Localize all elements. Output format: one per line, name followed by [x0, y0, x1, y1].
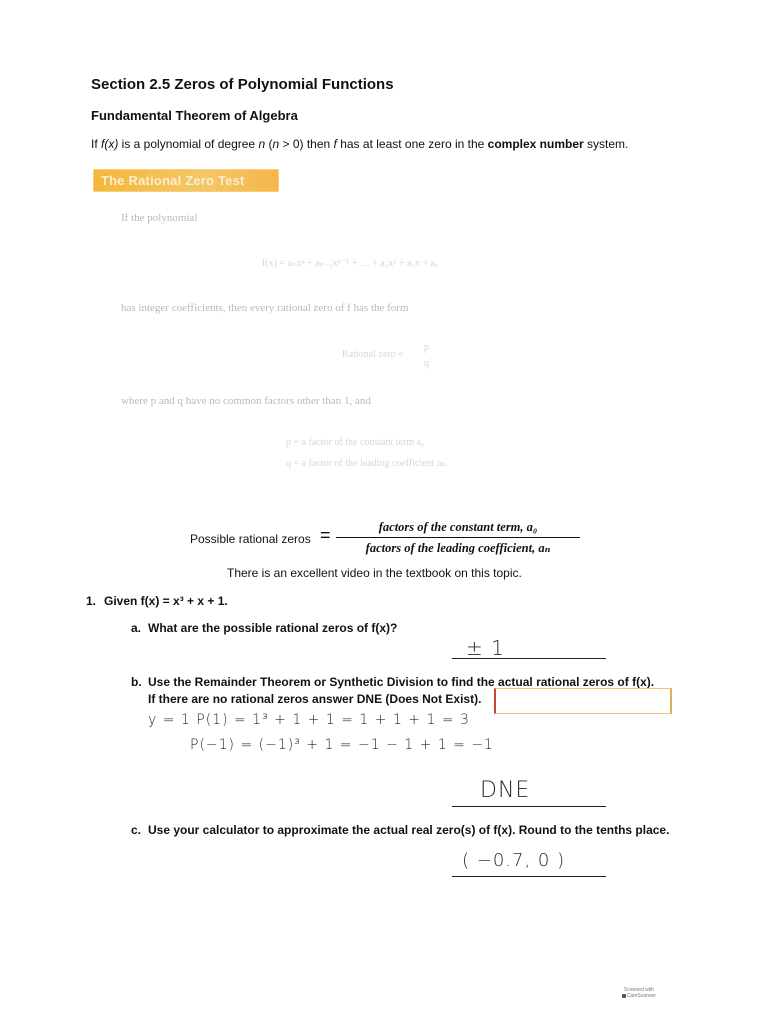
part-c-answer-line	[452, 876, 606, 877]
problem-given: Given f(x) = x³ + x + 1.	[104, 594, 228, 608]
part-c-label: c.	[131, 823, 142, 837]
dne-answer-box[interactable]	[494, 688, 672, 714]
faded-p: p	[424, 342, 429, 353]
scanner-watermark-logo	[622, 993, 656, 999]
part-b-work-line-1: y = 1 P(1) = 1³ + 1 + 1 = 1 + 1 + 1 = 3	[148, 712, 470, 728]
part-a-question: What are the possible rational zeros of f(x)?	[148, 621, 398, 635]
faded-line-2: has integer coefficients, then every rational zero of f has the form	[121, 302, 409, 314]
part-b-handwritten-answer: DNE	[480, 778, 531, 803]
faded-line-1: If the polynomial	[121, 212, 198, 224]
part-b-question-line-1: Use the Remainder Theorem or Synthetic Division to find the actual rational zeros of f(x).	[148, 675, 655, 689]
equals-sign: =	[320, 525, 331, 545]
scanner-logo-icon	[622, 994, 626, 998]
part-a-label: a.	[131, 621, 142, 635]
video-note: There is an excellent video in the textbook on this topic.	[227, 566, 522, 580]
part-b-question-line-2: If there are no rational zeros answer DNE (Does Not Exist).	[148, 692, 482, 706]
formula-numerator: factors of the constant term, a₀	[378, 520, 538, 534]
formula-label: Possible rational zeros	[190, 532, 311, 546]
faded-polynomial: f(x) = aₙxⁿ + aₙ₋₁xⁿ⁻¹ + … + a₂x² + a₁x + a₀	[262, 258, 439, 269]
scanner-watermark-line-1: Scanned with	[623, 987, 655, 993]
faded-q: q	[424, 358, 429, 369]
formula-fraction	[336, 520, 580, 556]
part-c-question: Use your calculator to approximate the actual real zero(s) of f(x). Round to the tenths place.	[148, 823, 670, 837]
faded-p-definition: p = a factor of the constant term a₀	[286, 437, 425, 448]
scanner-watermark	[622, 987, 656, 999]
rational-zero-test-banner: The Rational Zero Test	[93, 169, 279, 192]
part-a-handwritten-answer: ± 1	[466, 636, 505, 660]
part-b-work-line-2: P(−1) = (−1)³ + 1 = −1 − 1 + 1 = −1	[190, 737, 494, 753]
scanner-watermark-line-2: CamScanner	[626, 993, 656, 999]
part-c-handwritten-answer: ( −0.7, 0 )	[462, 850, 566, 871]
fraction-bar	[336, 537, 580, 538]
faded-rational-label: Rational zero =	[342, 349, 404, 360]
section-title: Section 2.5 Zeros of Polynomial Functions	[91, 76, 394, 93]
theorem-statement: If f(x) is a polynomial of degree n (n > 0) then f has at least one zero in the complex number system.	[91, 137, 629, 151]
subheading: Fundamental Theorem of Algebra	[91, 108, 298, 123]
faded-q-definition: q = a factor of the leading coefficient aₙ.	[286, 458, 449, 469]
part-a-answer-line	[452, 658, 606, 659]
problem-number: 1.	[86, 594, 97, 608]
formula-denominator: factors of the leading coefficient, aₙ	[365, 541, 551, 555]
faded-line-3: where p and q have no common factors other than 1, and	[121, 395, 371, 407]
part-b-label: b.	[131, 675, 142, 689]
part-b-answer-line	[452, 806, 606, 807]
